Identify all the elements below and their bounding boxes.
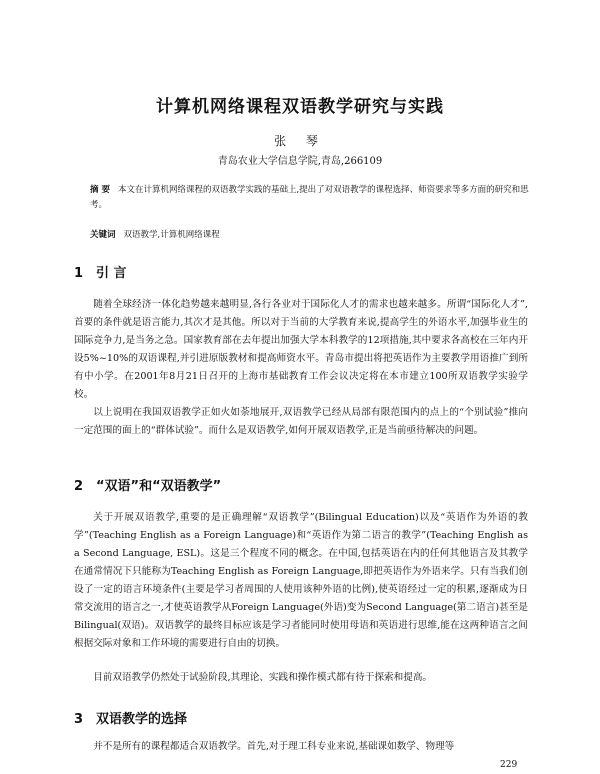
keywords-text: 双语教学,计算机网络课程	[123, 230, 220, 240]
article-title: 计算机网络课程双语教学研究与实践	[156, 97, 444, 117]
author-name: 张 琴	[274, 134, 326, 148]
section-heading-1	[74, 262, 127, 281]
section-title: “双语”和“双语教学”	[96, 479, 222, 494]
abstract-text: 本文在计算机网络课程的双语教学实践的基础上,提出了对双语教学的课程选择、师资要求等多方面的研究和思考。	[90, 185, 529, 210]
paragraph: 目前双语教学仍然处于试验阶段,其理论、实践和操作模式都有待于探索和提高。	[93, 672, 433, 683]
section-number: 1	[74, 266, 84, 281]
keywords	[90, 228, 530, 240]
keywords-label: 关键词	[90, 230, 116, 240]
paragraph: 以上说明在我国双语教学正如火如荼地展开,双语教学已经从局部有限范围内的点上的“个别试验”推向一定范围的面上的“群体试验”。而什么是双语教学,如何开展双语教学,正是当前亟待解决的问题。	[74, 407, 528, 436]
page-number: 229	[500, 760, 518, 770]
abstract	[90, 183, 530, 213]
author-affiliation: 青岛农业大学信息学院,青岛,266109	[217, 156, 383, 167]
section-heading-3	[74, 708, 187, 727]
paragraph: 随着全球经济一体化趋势越来越明显,各行各业对于国际化人才的需求也越来越多。所谓“国际化人才”,首要的条件就是语言能力,其次才是其他。所以对于当前的大学教育来说,提高学生的外语水平,加强毕业生的国际竞争力,是当务之急。国家教育部在去年提出加强大学本科教学的12项措施,其中要求各高校在三年内开设5%~10%的双语课程,并引进原版教材和提高师资水平。青岛市提出将把英语作为主要教学用语推广到所有中小学。在2001年8月21日召开的上海市基础教育工作会议决定将在本市建立100所双语教学实验学校。	[74, 299, 528, 400]
section-number: 2	[74, 479, 84, 494]
section-number: 3	[74, 712, 84, 727]
paragraph: 并不是所有的课程都适合双语教学。首先,对于理工科专业来说,基础课如数学、物理等	[93, 741, 455, 752]
section-heading-2	[74, 475, 221, 494]
section-title: 双语教学的选择	[96, 712, 188, 727]
paragraph: 关于开展双语教学,重要的是正确理解“双语教学”(Bilingual Education)以及“英语作为外语的教学”(Teaching English as a Foreign Language)和“英语作为第二语言的教学”(Teaching English as a Second Language, ESL)。这是三个程度不同的概念。在中国,包括英语在内的任何其他语言及其教学在通常情况下只能称为Teaching English as Foreign Language,即把英语作为外语来学。只有当我们创设了一定的语言环境条件(主要是学习者周围的人使用该种外语的比例),使英语经过一定的积累,逐渐成为日常交流用的语言之一,才使英语教学从Foreign Language(外语)变为Second Language(第二语言)甚至是Bilingual(双语)。双语教学的最终目标应该是学习者能同时使用母语和英语进行思维,能在这两种语言之间根据交际对象和工作环境的需要进行自由的切换。	[74, 512, 528, 649]
abstract-label: 摘 要	[90, 185, 110, 195]
section-title: 引 言	[96, 266, 127, 281]
